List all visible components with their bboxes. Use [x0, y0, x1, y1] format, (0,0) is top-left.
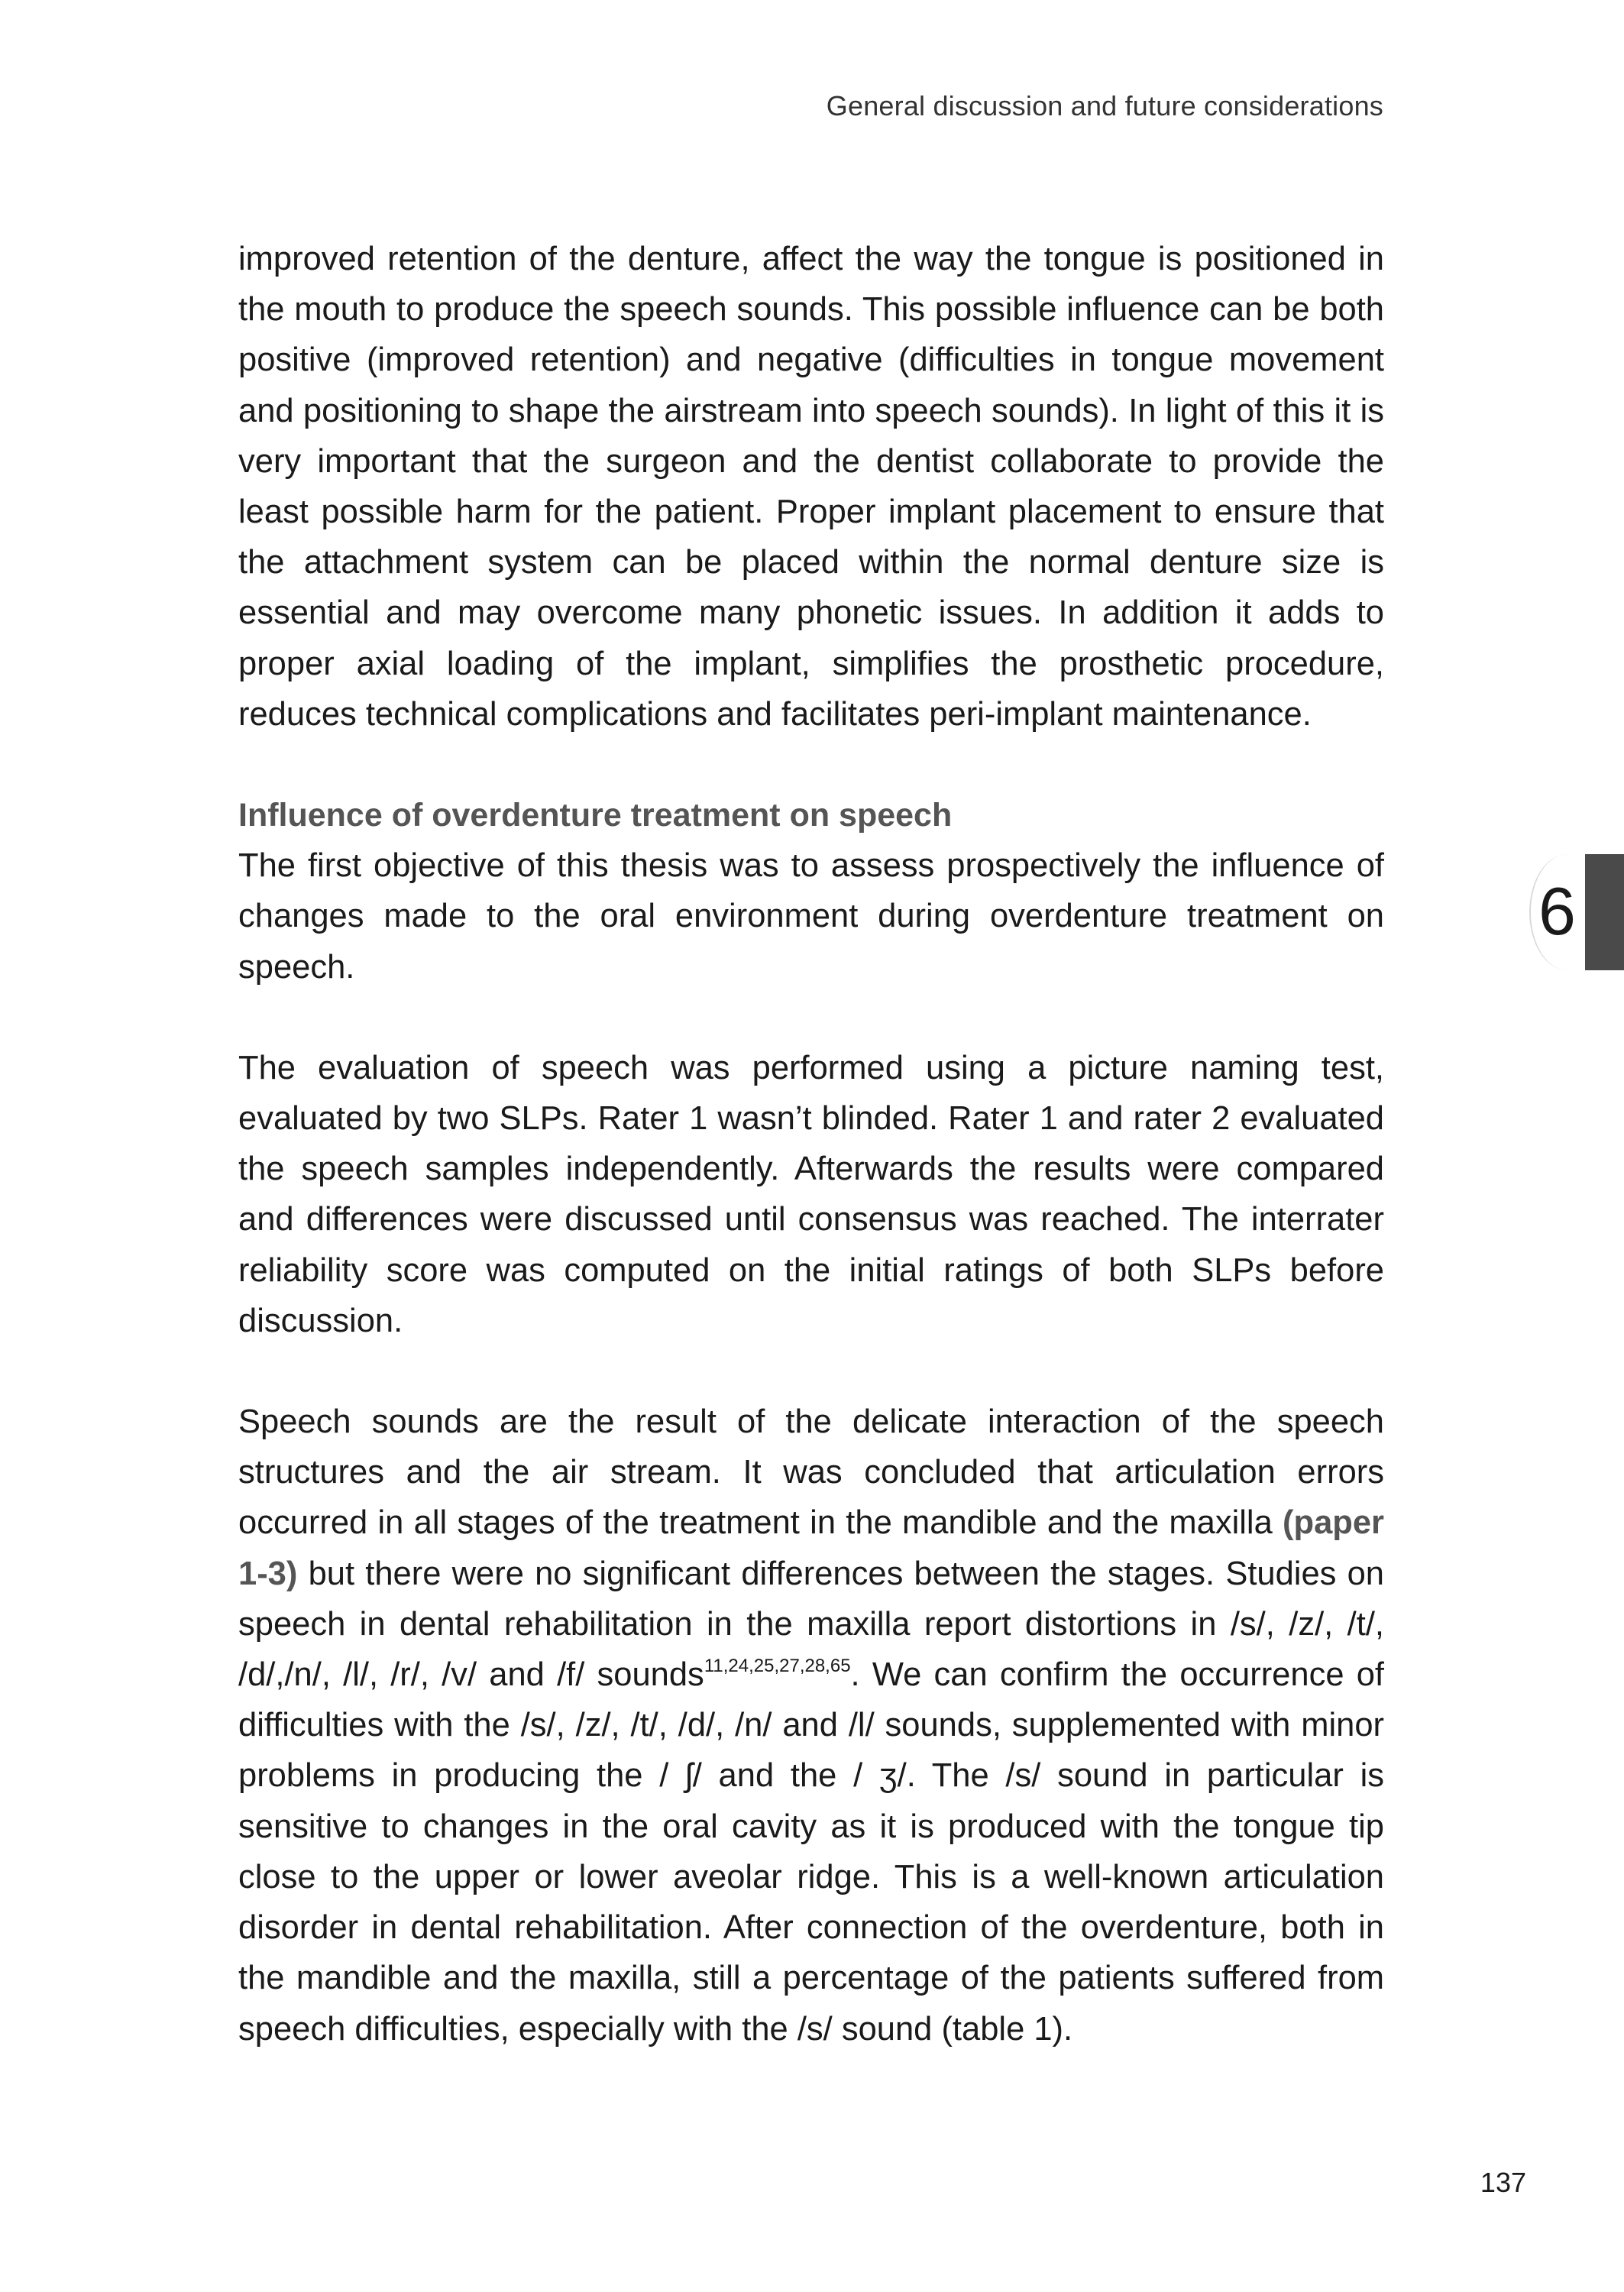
paragraph-gap [238, 740, 1384, 790]
paragraph-text: Speech sounds are the result of the delicate interaction of the speech structures and the air stream. It was concluded that articulation errors occurred in all stages of the treatment in the mandible and the maxilla [238, 1403, 1384, 1542]
chapter-number: 6 [1538, 873, 1576, 949]
paper-reference: (paper 1-3) [238, 1504, 1384, 1592]
paragraph-gap [238, 1346, 1384, 1397]
paragraph: The first objective of this thesis was to assess prospectively the influence of changes made to the oral environment during overdenture treatment on speech. [238, 847, 1384, 986]
running-header: General discussion and future considerations [826, 90, 1383, 121]
section-heading: Influence of overdenture treatment on speech [238, 797, 953, 834]
chapter-tab [1585, 854, 1624, 970]
paragraph-text: but there were no significant differences between the stages. Studies on speech in dental rehabilitation in the maxilla report distortions in /s/, /z/, /t/, /d/,/n/, /l/, /r/, /v/ and /f/ sounds [238, 1555, 1384, 1694]
main-text [238, 234, 1384, 2054]
paragraph [238, 1397, 1384, 2054]
paragraph-gap [238, 992, 1384, 1043]
paragraph-text: . We can confirm the occurrence of difficulties with the /s/, /z/, /t/, /d/, /n/ and /l/ sounds, supplemented with minor problems in producing the / ʃ/ and the / ʒ/. The /s/ sound in particular is sensitive to changes in the oral cavity as it is produced with the tongue tip close to the upper or lower aveolar ridge. This is a well-known articulation disorder in dental rehabilitation. After connection of the overdenture, both in the mandible and the maxilla, still a percentage of the patients suffered from speech difficulties, especially with the /s/ sound (table 1). [238, 1656, 1384, 2048]
paragraph: The evaluation of speech was performed using a picture naming test, evaluated by two SLPs. Rater 1 wasn’t blinded. Rater 1 and rater 2 evaluated the speech samples independently. Afterwards the results were compared and differences were discussed until consensus was reached. The interrater reliability score was computed on the initial ratings of both SLPs before discussion. [238, 1049, 1384, 1339]
citation-superscript: 11,24,25,27,28,65 [704, 1656, 851, 1677]
paragraph: improved retention of the denture, affect the way the tongue is positioned in the mouth to produce the speech sounds. This possible influence can be both positive (improved retention) and negative (difficulties in tongue movement and positioning to shape the airstream into speech sounds). In light of this it is very important that the surgeon and the dentist collaborate to provide the least possible harm for the patient. Proper implant placement to ensure that the attachment system can be placed within the normal denture size is essential and may overcome many phonetic issues. In addition it adds to proper axial loading of the implant, simplifies the prosthetic procedure, reduces technical complications and facilitates peri-implant maintenance. [238, 241, 1384, 733]
page-number: 137 [1480, 2167, 1526, 2198]
